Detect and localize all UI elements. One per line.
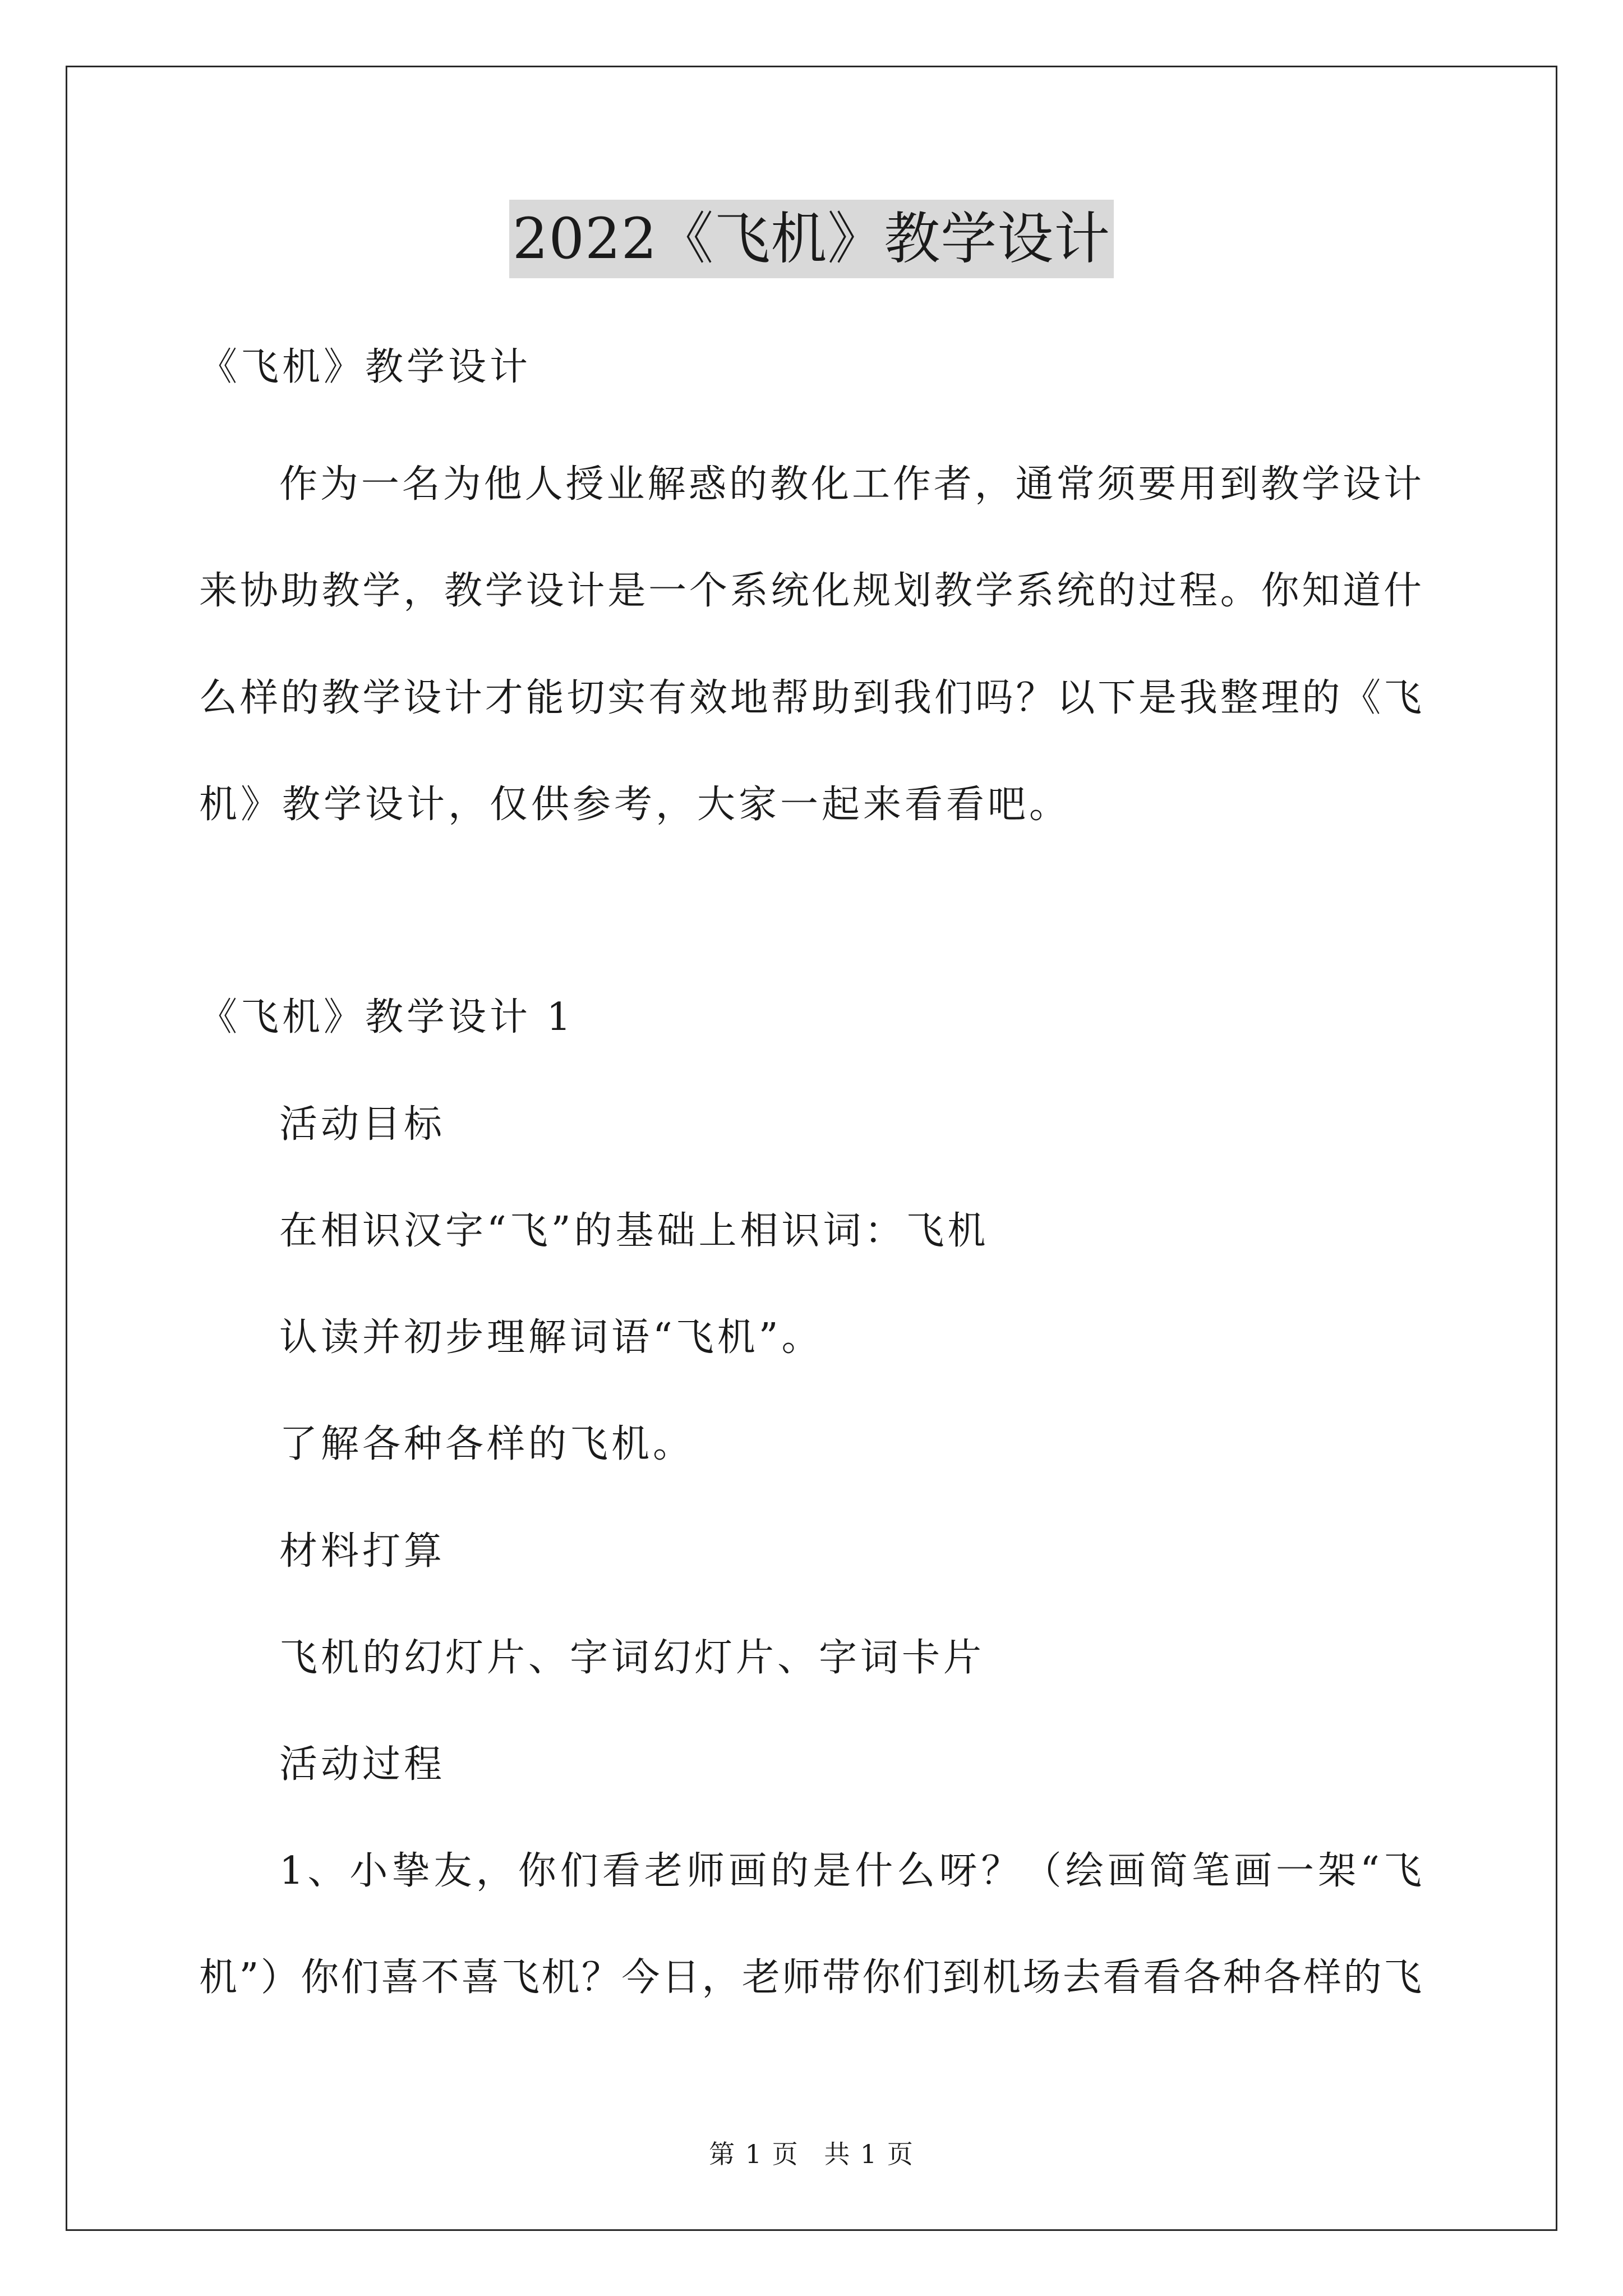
list-item: 认读并初步理解词语“飞机”。: [279, 1315, 823, 1360]
intro-line-4: 机》教学设计，仅供参考，大家一起来看看吧。: [199, 783, 1071, 827]
intro-line-2: 来协助教学，教学设计是一个系统化规划教学系统的过程。你知道什: [199, 569, 1422, 613]
section-heading: 《飞机》教学设计 1: [199, 995, 574, 1039]
list-item: 飞机的幻灯片、字词幻灯片、字词卡片: [279, 1636, 985, 1680]
list-item: 材料打算: [279, 1529, 446, 1573]
list-item: 在相识汉字“飞”的基础上相识词：飞机: [279, 1209, 989, 1253]
list-item: 活动过程: [279, 1742, 446, 1787]
process-line-1: 1、小挚友，你们看老师画的是什么呀？（绘画简笔画一架“飞: [279, 1849, 1422, 1893]
page-footer: [0, 2137, 1623, 2171]
page-number: 第 1 页: [709, 2139, 799, 2169]
intro-line-3: 么样的教学设计才能切实有效地帮助到我们吗？以下是我整理的《飞: [199, 676, 1422, 720]
process-line-2: 机”）你们喜不喜飞机？今日，老师带你们到机场去看看各种各样的飞: [199, 1955, 1422, 2000]
document-subtitle: 《飞机》教学设计: [199, 345, 532, 389]
document-title: 2022《飞机》教学设计: [509, 200, 1114, 278]
intro-line-1: 作为一名为他人授业解惑的教化工作者，通常须要用到教学设计: [279, 462, 1422, 507]
title-wrap: [0, 200, 1623, 278]
list-item: 了解各种各样的飞机。: [279, 1422, 695, 1466]
page-total: 共 1 页: [824, 2139, 914, 2169]
list-item: 活动目标: [279, 1102, 446, 1147]
